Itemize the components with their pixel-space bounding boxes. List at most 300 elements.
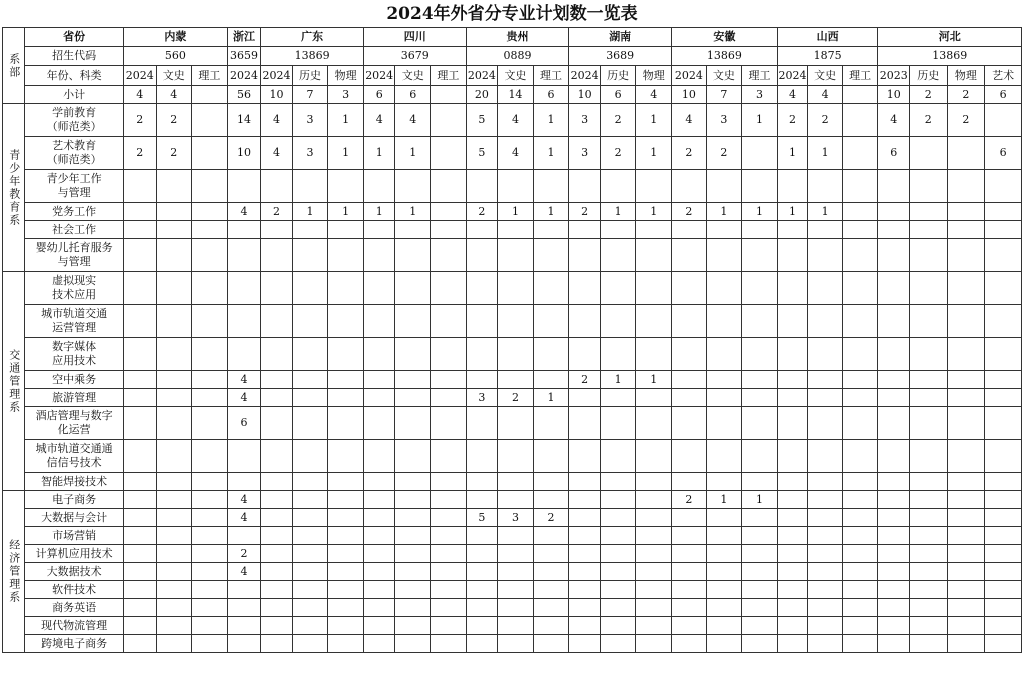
value-cell bbox=[395, 509, 431, 527]
value-cell bbox=[498, 338, 534, 371]
subtotal-cell: 2 bbox=[909, 86, 947, 104]
value-cell bbox=[636, 239, 672, 272]
value-cell: 10 bbox=[227, 137, 261, 170]
subtotal-cell: 10 bbox=[878, 86, 910, 104]
value-cell bbox=[192, 527, 228, 545]
value-cell bbox=[533, 221, 569, 239]
table-row bbox=[3, 527, 1022, 545]
value-cell bbox=[431, 545, 467, 563]
value-cell bbox=[947, 203, 985, 221]
value-cell bbox=[878, 221, 910, 239]
value-cell: 6 bbox=[227, 407, 261, 440]
value-cell: 1 bbox=[777, 137, 808, 170]
code-row bbox=[3, 47, 1022, 66]
value-cell bbox=[985, 473, 1022, 491]
major-name: 市场营销 bbox=[25, 527, 124, 545]
major-name: 酒店管理与数字 化运营 bbox=[25, 407, 124, 440]
value-cell bbox=[636, 491, 672, 509]
value-cell bbox=[533, 407, 569, 440]
value-cell bbox=[636, 527, 672, 545]
value-cell bbox=[808, 563, 843, 581]
table-row bbox=[3, 407, 1022, 440]
value-cell: 5 bbox=[466, 137, 498, 170]
value-cell bbox=[672, 305, 707, 338]
value-cell bbox=[292, 599, 328, 617]
table-row bbox=[3, 389, 1022, 407]
value-cell: 2 bbox=[466, 203, 498, 221]
value-cell: 1 bbox=[742, 104, 778, 137]
value-cell: 2 bbox=[909, 104, 947, 137]
major-name: 现代物流管理 bbox=[25, 617, 124, 635]
value-cell bbox=[878, 170, 910, 203]
value-cell bbox=[363, 272, 395, 305]
major-name: 艺术教育 （师范类） bbox=[25, 137, 124, 170]
value-cell bbox=[878, 371, 910, 389]
value-cell bbox=[192, 491, 228, 509]
value-cell bbox=[742, 221, 778, 239]
value-cell bbox=[156, 239, 192, 272]
value-cell bbox=[123, 305, 156, 338]
major-name: 大数据与会计 bbox=[25, 509, 124, 527]
value-cell bbox=[842, 305, 878, 338]
value-cell bbox=[569, 170, 601, 203]
value-cell: 3 bbox=[569, 104, 601, 137]
value-cell bbox=[909, 203, 947, 221]
value-cell bbox=[636, 440, 672, 473]
value-cell bbox=[600, 272, 636, 305]
value-cell bbox=[328, 389, 364, 407]
value-cell bbox=[636, 338, 672, 371]
value-cell bbox=[909, 599, 947, 617]
value-cell bbox=[672, 170, 707, 203]
value-cell bbox=[947, 305, 985, 338]
value-cell bbox=[498, 473, 534, 491]
value-cell bbox=[842, 635, 878, 653]
value-cell: 2 bbox=[672, 491, 707, 509]
value-cell: 2 bbox=[533, 509, 569, 527]
value-cell bbox=[842, 389, 878, 407]
value-cell bbox=[192, 617, 228, 635]
category-cell: 物理 bbox=[947, 66, 985, 86]
value-cell bbox=[466, 371, 498, 389]
value-cell bbox=[363, 338, 395, 371]
table-row bbox=[3, 599, 1022, 617]
value-cell bbox=[808, 545, 843, 563]
value-cell bbox=[227, 305, 261, 338]
value-cell bbox=[636, 407, 672, 440]
value-cell bbox=[569, 581, 601, 599]
value-cell bbox=[706, 371, 742, 389]
value-cell bbox=[292, 272, 328, 305]
value-cell bbox=[842, 371, 878, 389]
value-cell bbox=[878, 407, 910, 440]
value-cell bbox=[742, 239, 778, 272]
value-cell bbox=[431, 170, 467, 203]
value-cell bbox=[292, 170, 328, 203]
value-cell bbox=[569, 545, 601, 563]
value-cell bbox=[985, 635, 1022, 653]
value-cell: 1 bbox=[533, 137, 569, 170]
value-cell bbox=[227, 239, 261, 272]
value-cell bbox=[947, 617, 985, 635]
value-cell bbox=[636, 617, 672, 635]
value-cell bbox=[292, 305, 328, 338]
value-cell bbox=[808, 473, 843, 491]
value-cell bbox=[292, 635, 328, 653]
value-cell bbox=[909, 305, 947, 338]
value-cell bbox=[808, 527, 843, 545]
major-name: 商务英语 bbox=[25, 599, 124, 617]
major-name: 软件技术 bbox=[25, 581, 124, 599]
value-cell bbox=[431, 104, 467, 137]
table-row bbox=[3, 137, 1022, 170]
value-cell bbox=[636, 389, 672, 407]
value-cell bbox=[947, 440, 985, 473]
value-cell bbox=[909, 389, 947, 407]
value-cell bbox=[466, 599, 498, 617]
value-cell bbox=[156, 221, 192, 239]
value-cell bbox=[947, 389, 985, 407]
value-cell bbox=[808, 338, 843, 371]
value-cell: 4 bbox=[672, 104, 707, 137]
value-cell bbox=[569, 563, 601, 581]
value-cell: 1 bbox=[808, 203, 843, 221]
table-row bbox=[3, 509, 1022, 527]
department-name: 青少年教育系 bbox=[3, 104, 25, 272]
value-cell: 1 bbox=[533, 203, 569, 221]
value-cell bbox=[395, 170, 431, 203]
subtotal-cell: 10 bbox=[569, 86, 601, 104]
value-cell bbox=[431, 203, 467, 221]
value-cell bbox=[192, 371, 228, 389]
value-cell bbox=[328, 170, 364, 203]
value-cell bbox=[123, 473, 156, 491]
major-name: 城市轨道交通通 信信号技术 bbox=[25, 440, 124, 473]
value-cell bbox=[909, 491, 947, 509]
value-cell bbox=[878, 581, 910, 599]
table-row bbox=[3, 170, 1022, 203]
major-name: 空中乘务 bbox=[25, 371, 124, 389]
page-title: 2024年外省分专业计划数一览表 bbox=[386, 4, 638, 24]
value-cell bbox=[777, 473, 808, 491]
value-cell bbox=[466, 635, 498, 653]
value-cell: 2 bbox=[706, 137, 742, 170]
value-cell: 2 bbox=[569, 371, 601, 389]
value-cell bbox=[328, 221, 364, 239]
value-cell: 1 bbox=[363, 137, 395, 170]
value-cell bbox=[533, 563, 569, 581]
value-cell bbox=[909, 221, 947, 239]
major-name: 青少年工作 与管理 bbox=[25, 170, 124, 203]
value-cell: 1 bbox=[636, 203, 672, 221]
value-cell bbox=[328, 581, 364, 599]
category-cell: 2023 bbox=[878, 66, 910, 86]
category-cell: 2024 bbox=[672, 66, 707, 86]
value-cell bbox=[363, 545, 395, 563]
value-cell bbox=[808, 305, 843, 338]
value-cell bbox=[878, 545, 910, 563]
table-row bbox=[3, 545, 1022, 563]
value-cell bbox=[498, 170, 534, 203]
value-cell bbox=[498, 371, 534, 389]
value-cell bbox=[192, 407, 228, 440]
value-cell bbox=[985, 104, 1022, 137]
value-cell bbox=[808, 599, 843, 617]
value-cell bbox=[431, 617, 467, 635]
value-cell bbox=[985, 305, 1022, 338]
value-cell: 2 bbox=[947, 104, 985, 137]
value-cell bbox=[156, 527, 192, 545]
value-cell bbox=[777, 599, 808, 617]
value-cell bbox=[808, 239, 843, 272]
value-cell bbox=[156, 407, 192, 440]
value-cell bbox=[636, 221, 672, 239]
major-name: 社会工作 bbox=[25, 221, 124, 239]
value-cell bbox=[672, 527, 707, 545]
value-cell bbox=[672, 272, 707, 305]
value-cell bbox=[261, 527, 293, 545]
value-cell bbox=[842, 407, 878, 440]
value-cell bbox=[878, 491, 910, 509]
category-cell: 2024 bbox=[777, 66, 808, 86]
value-cell: 4 bbox=[227, 563, 261, 581]
value-cell: 1 bbox=[498, 203, 534, 221]
value-cell bbox=[909, 509, 947, 527]
value-cell bbox=[466, 617, 498, 635]
value-cell bbox=[636, 545, 672, 563]
value-cell bbox=[363, 305, 395, 338]
category-cell: 理工 bbox=[192, 66, 228, 86]
subtotal-cell: 6 bbox=[600, 86, 636, 104]
value-cell bbox=[261, 617, 293, 635]
value-cell bbox=[742, 545, 778, 563]
value-cell: 1 bbox=[328, 137, 364, 170]
value-cell bbox=[985, 440, 1022, 473]
value-cell bbox=[985, 272, 1022, 305]
value-cell bbox=[808, 635, 843, 653]
value-cell bbox=[156, 203, 192, 221]
value-cell bbox=[261, 473, 293, 491]
value-cell bbox=[466, 272, 498, 305]
category-cell: 历史 bbox=[600, 66, 636, 86]
value-cell bbox=[261, 407, 293, 440]
value-cell: 3 bbox=[569, 137, 601, 170]
value-cell bbox=[123, 221, 156, 239]
value-cell bbox=[395, 371, 431, 389]
value-cell bbox=[636, 473, 672, 491]
value-cell: 4 bbox=[227, 203, 261, 221]
value-cell bbox=[156, 509, 192, 527]
value-cell bbox=[466, 239, 498, 272]
value-cell: 1 bbox=[808, 137, 843, 170]
value-cell bbox=[123, 338, 156, 371]
value-cell bbox=[742, 563, 778, 581]
value-cell bbox=[742, 440, 778, 473]
subtotal-cell: 4 bbox=[123, 86, 156, 104]
value-cell bbox=[192, 137, 228, 170]
value-cell bbox=[842, 491, 878, 509]
value-cell bbox=[498, 617, 534, 635]
category-cell: 理工 bbox=[842, 66, 878, 86]
value-cell bbox=[742, 338, 778, 371]
value-cell bbox=[600, 338, 636, 371]
table-row bbox=[3, 221, 1022, 239]
value-cell bbox=[842, 137, 878, 170]
value-cell: 4 bbox=[227, 491, 261, 509]
category-cell: 文史 bbox=[395, 66, 431, 86]
value-cell bbox=[947, 599, 985, 617]
value-cell bbox=[123, 272, 156, 305]
value-cell bbox=[878, 509, 910, 527]
value-cell bbox=[706, 635, 742, 653]
value-cell bbox=[261, 509, 293, 527]
value-cell bbox=[842, 338, 878, 371]
value-cell bbox=[985, 599, 1022, 617]
value-cell bbox=[261, 545, 293, 563]
value-cell bbox=[636, 635, 672, 653]
value-cell bbox=[395, 305, 431, 338]
value-cell bbox=[363, 407, 395, 440]
value-cell bbox=[192, 239, 228, 272]
value-cell bbox=[431, 599, 467, 617]
province-code: 560 bbox=[123, 47, 227, 66]
value-cell bbox=[569, 473, 601, 491]
subtotal-cell: 20 bbox=[466, 86, 498, 104]
value-cell bbox=[431, 272, 467, 305]
subtotal-cell bbox=[842, 86, 878, 104]
value-cell bbox=[808, 221, 843, 239]
value-cell bbox=[985, 545, 1022, 563]
value-cell bbox=[466, 305, 498, 338]
value-cell bbox=[909, 563, 947, 581]
category-cell: 2024 bbox=[466, 66, 498, 86]
value-cell bbox=[431, 371, 467, 389]
value-cell bbox=[363, 491, 395, 509]
value-cell bbox=[706, 545, 742, 563]
value-cell bbox=[672, 635, 707, 653]
value-cell bbox=[909, 617, 947, 635]
value-cell bbox=[742, 137, 778, 170]
value-cell bbox=[808, 170, 843, 203]
value-cell bbox=[808, 509, 843, 527]
value-cell bbox=[395, 338, 431, 371]
value-cell bbox=[533, 527, 569, 545]
value-cell bbox=[985, 338, 1022, 371]
value-cell bbox=[947, 509, 985, 527]
value-cell bbox=[985, 509, 1022, 527]
value-cell bbox=[123, 635, 156, 653]
value-cell: 1 bbox=[777, 203, 808, 221]
value-cell bbox=[261, 635, 293, 653]
value-cell: 2 bbox=[569, 203, 601, 221]
value-cell bbox=[466, 170, 498, 203]
value-cell bbox=[600, 239, 636, 272]
value-cell bbox=[292, 617, 328, 635]
value-cell bbox=[395, 599, 431, 617]
value-cell bbox=[636, 305, 672, 338]
value-cell bbox=[600, 440, 636, 473]
value-cell bbox=[292, 581, 328, 599]
value-cell bbox=[985, 239, 1022, 272]
value-cell bbox=[706, 407, 742, 440]
value-cell: 1 bbox=[533, 389, 569, 407]
value-cell bbox=[227, 272, 261, 305]
value-cell bbox=[292, 389, 328, 407]
department-name: 交通管理系 bbox=[3, 272, 25, 491]
value-cell bbox=[777, 407, 808, 440]
category-cell: 历史 bbox=[292, 66, 328, 86]
value-cell bbox=[261, 272, 293, 305]
value-cell bbox=[261, 599, 293, 617]
value-cell bbox=[227, 170, 261, 203]
value-cell bbox=[777, 338, 808, 371]
value-cell bbox=[498, 581, 534, 599]
value-cell bbox=[742, 305, 778, 338]
value-cell bbox=[227, 635, 261, 653]
value-cell: 1 bbox=[742, 491, 778, 509]
subtotal-cell: 56 bbox=[227, 86, 261, 104]
value-cell bbox=[947, 491, 985, 509]
value-cell bbox=[808, 371, 843, 389]
table-row bbox=[3, 473, 1022, 491]
value-cell bbox=[600, 635, 636, 653]
value-cell bbox=[431, 527, 467, 545]
value-cell bbox=[123, 509, 156, 527]
province-name: 河北 bbox=[878, 28, 1022, 47]
value-cell bbox=[947, 221, 985, 239]
value-cell bbox=[808, 272, 843, 305]
major-name: 跨境电子商务 bbox=[25, 635, 124, 653]
value-cell bbox=[600, 545, 636, 563]
value-cell bbox=[192, 305, 228, 338]
subtotal-cell: 6 bbox=[363, 86, 395, 104]
value-cell bbox=[600, 617, 636, 635]
value-cell bbox=[777, 170, 808, 203]
category-cell: 理工 bbox=[533, 66, 569, 86]
value-cell bbox=[842, 221, 878, 239]
value-cell bbox=[431, 473, 467, 491]
value-cell: 3 bbox=[466, 389, 498, 407]
subtotal-label: 小计 bbox=[25, 86, 124, 104]
category-cell: 理工 bbox=[431, 66, 467, 86]
value-cell bbox=[985, 407, 1022, 440]
value-cell bbox=[742, 272, 778, 305]
value-cell bbox=[156, 338, 192, 371]
value-cell bbox=[533, 491, 569, 509]
category-cell: 理工 bbox=[742, 66, 778, 86]
subtotal-cell: 7 bbox=[706, 86, 742, 104]
value-cell bbox=[742, 581, 778, 599]
value-cell bbox=[569, 389, 601, 407]
value-cell bbox=[328, 563, 364, 581]
value-cell bbox=[533, 272, 569, 305]
value-cell bbox=[742, 170, 778, 203]
value-cell bbox=[156, 170, 192, 203]
table-row bbox=[3, 203, 1022, 221]
value-cell bbox=[533, 371, 569, 389]
value-cell bbox=[742, 371, 778, 389]
province-code: 13869 bbox=[878, 47, 1022, 66]
value-cell bbox=[842, 599, 878, 617]
value-cell bbox=[569, 305, 601, 338]
value-cell bbox=[328, 599, 364, 617]
value-cell bbox=[431, 440, 467, 473]
value-cell bbox=[909, 239, 947, 272]
value-cell bbox=[985, 371, 1022, 389]
value-cell bbox=[777, 371, 808, 389]
value-cell bbox=[777, 440, 808, 473]
value-cell bbox=[742, 509, 778, 527]
